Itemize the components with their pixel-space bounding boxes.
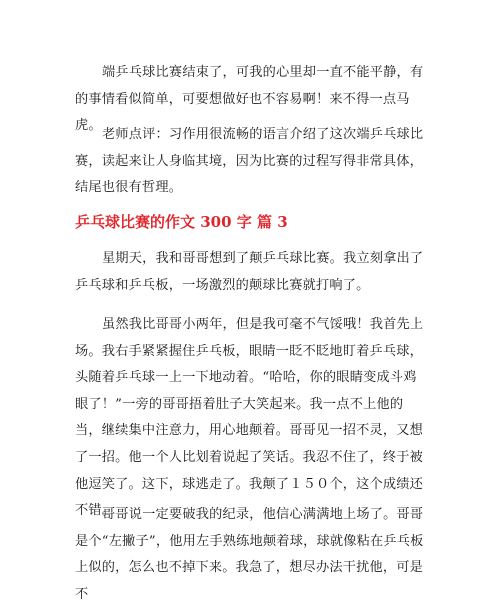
paragraph-brother-turn: 哥哥说一定要破我的纪录，他信心满满地上场了。哥哥是个“左撇子”，他用左手熟练地颠着球，球就像粘在乒乓板上似的，怎么也不掉下来。我急了，想尽办法干扰他，可是不 [75,507,424,602]
paragraph-intro: 星期天，我和哥哥想到了颠乒乓球比赛。我立刻拿出了乒乓球和乒乓板，一场激烈的颠球比赛就打响了。 [75,251,424,293]
paragraph-my-turn: 虽然我比哥哥小两年，但是我可毫不气馁哦！我首先上场。我右手紧紧握住乒乓板，眼睛一眨不眨地盯着乒乓球，头随着乒乓球一上一下地动着。“哈哈，你的眼睛变成斗鸡眼了！”一旁的哥哥捂着肚子大笑起来。我一点不上他的当，继续集中注意力，用心地颠着。哥哥见一招不灵，又想了一招。他一个人比划着说起了笑话。我忍不住了，终于被他逗笑了。这下，球逃走了。我颠了１５０个，这个成绩还不错。 [75,317,424,519]
paragraph-teacher-comment: 老师点评：习作用很流畅的语言介绍了这次端乒乓球比赛，读起来让人身临其境，因为比赛的过程写得非常具体，结尾也很有哲理。 [75,127,424,196]
section-heading: 乒乓球比赛的作文 300 字 篇 3 [75,213,288,231]
paragraph-conclusion: 端乒乓球比赛结束了，可我的心里却一直不能平静，有的事情看似简单，可要想做好也不容易啊！来不得一点马虎。 [75,65,424,134]
